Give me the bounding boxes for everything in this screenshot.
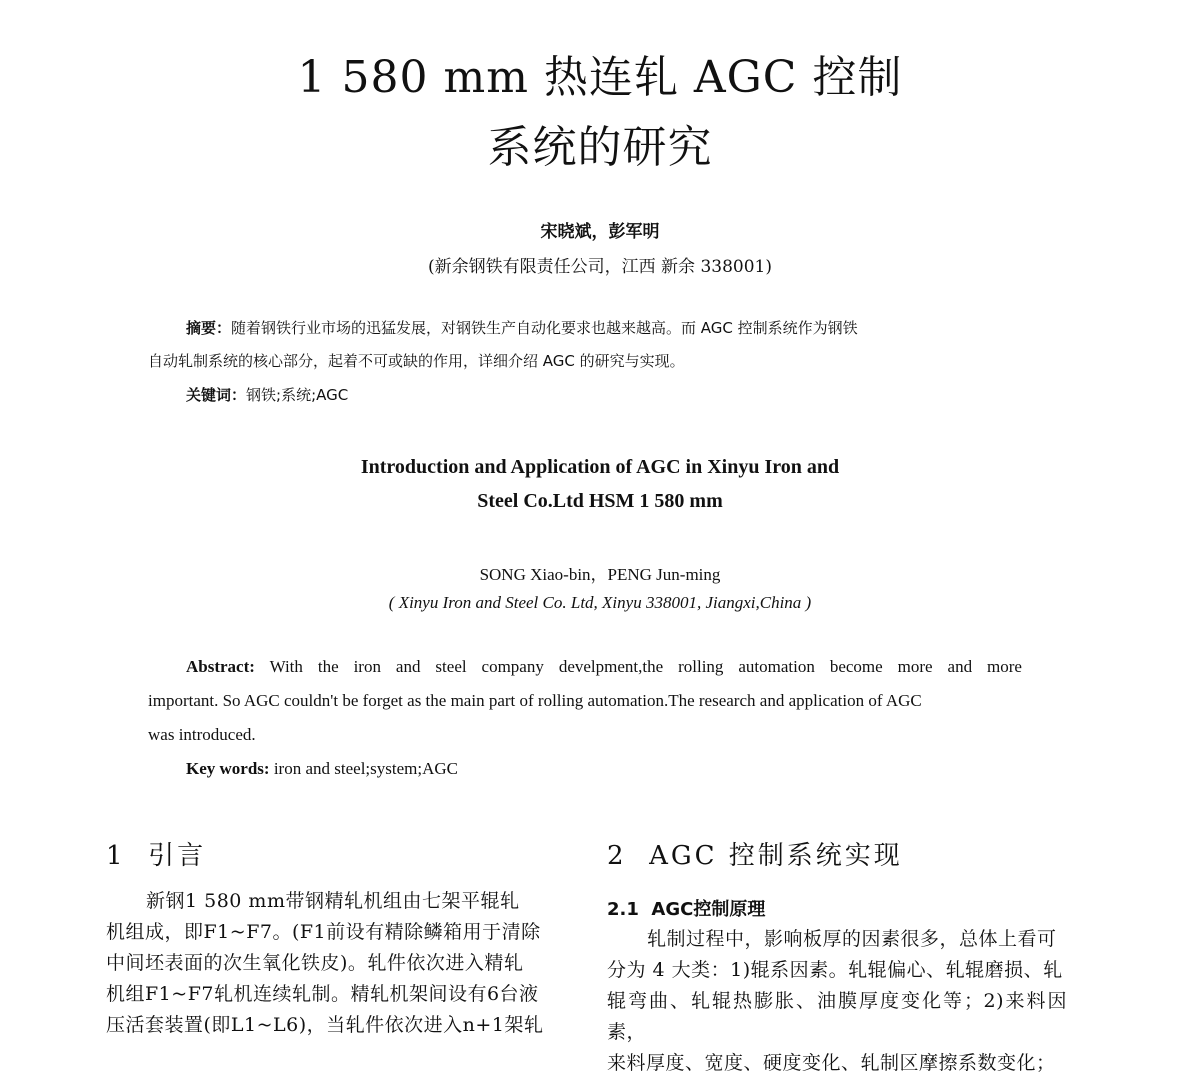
section2-body: [607, 924, 1067, 1079]
affiliation-cn: (新余钢铁有限责任公司，江西 新余 338001): [428, 257, 772, 277]
title-cn-line1: 1 580 mm 热连轧 AGC 控制: [297, 52, 903, 103]
keywords-cn-label: 关键词：: [186, 386, 247, 404]
section2-subheading: 2.1 AGC控制原理: [607, 899, 766, 920]
section1-line: 新钢1 580 mm带钢精轧机组由七架平辊轧: [146, 890, 520, 912]
section1-line: 中间坯表面的次生氧化铁皮)。轧件依次进入精轧: [106, 952, 524, 974]
title-cn-line2: 系统的研究: [487, 122, 713, 173]
abstract-en-text-2: important. So AGC couldn't be forget as the main part of rolling automation.The research and application of AGC: [148, 691, 922, 710]
section2-line: 来料厚度、宽度、硬度变化、轧制区摩擦系数变化；: [607, 1052, 1056, 1074]
abstract-cn-text-2: 自动轧制系统的核心部分，起着不可或缺的作用，详细介绍 AGC 的研究与实现。: [148, 352, 685, 370]
abstract-en-text-1: With the iron and steel company develpment,the rolling automation become more and more: [269, 657, 1022, 676]
affiliation-en: ( Xinyu Iron and Steel Co. Ltd, Xinyu 338001, Jiangxi,China ): [388, 593, 812, 612]
keywords-en-text: iron and steel;system;AGC: [273, 759, 458, 778]
keywords-cn-text: 钢铁;系统;AGC: [246, 386, 349, 404]
authors-cn: 宋晓斌，彭军明: [540, 222, 660, 242]
section2-heading: 2 AGC 控制系统实现: [607, 841, 903, 871]
section2-line: 分为 4 大类：1)辊系因素。轧辊偏心、轧辊磨损、轧: [607, 959, 1063, 981]
keywords-en-label: Key words:: [186, 759, 270, 778]
authors-en: SONG Xiao-bin，PENG Jun-ming: [479, 565, 721, 584]
abstract-cn-line1: [186, 313, 858, 344]
title-en-line1: Introduction and Application of AGC in Xinyu Iron and: [360, 456, 840, 478]
abstract-cn-label: 摘要：: [186, 319, 232, 337]
keywords-en: [186, 752, 458, 786]
abstract-en-line1: [186, 650, 1022, 684]
abstract-en-label: Abstract:: [186, 657, 255, 676]
section2-line: 轧制过程中，影响板厚的因素很多，总体上看可: [647, 928, 1057, 950]
title-en-line2: Steel Co.Ltd HSM 1 580 mm: [477, 490, 723, 512]
abstract-cn-text-1: 随着钢铁行业市场的迅猛发展，对钢铁生产自动化要求也越来越高。而 AGC 控制系统作为钢铁: [231, 319, 858, 337]
section2-line: 辊弯曲、轧辊热膨胀、油膜厚度变化等；2)来料因素，: [607, 990, 1067, 1043]
keywords-cn: [186, 380, 348, 411]
section1-line: 机组F1~F7轧机连续轧制。精轧机架间设有6台液: [106, 983, 539, 1005]
section1-heading: 1 引言: [106, 841, 207, 871]
section1-body: [106, 886, 566, 1041]
abstract-en-text-3: was introduced.: [148, 725, 256, 744]
section1-line: 机组成，即F1~F7。(F1前设有精除鳞箱用于清除: [106, 921, 541, 943]
section1-line: 压活套装置(即L1~L6)，当轧件依次进入n+1架轧: [106, 1014, 544, 1036]
